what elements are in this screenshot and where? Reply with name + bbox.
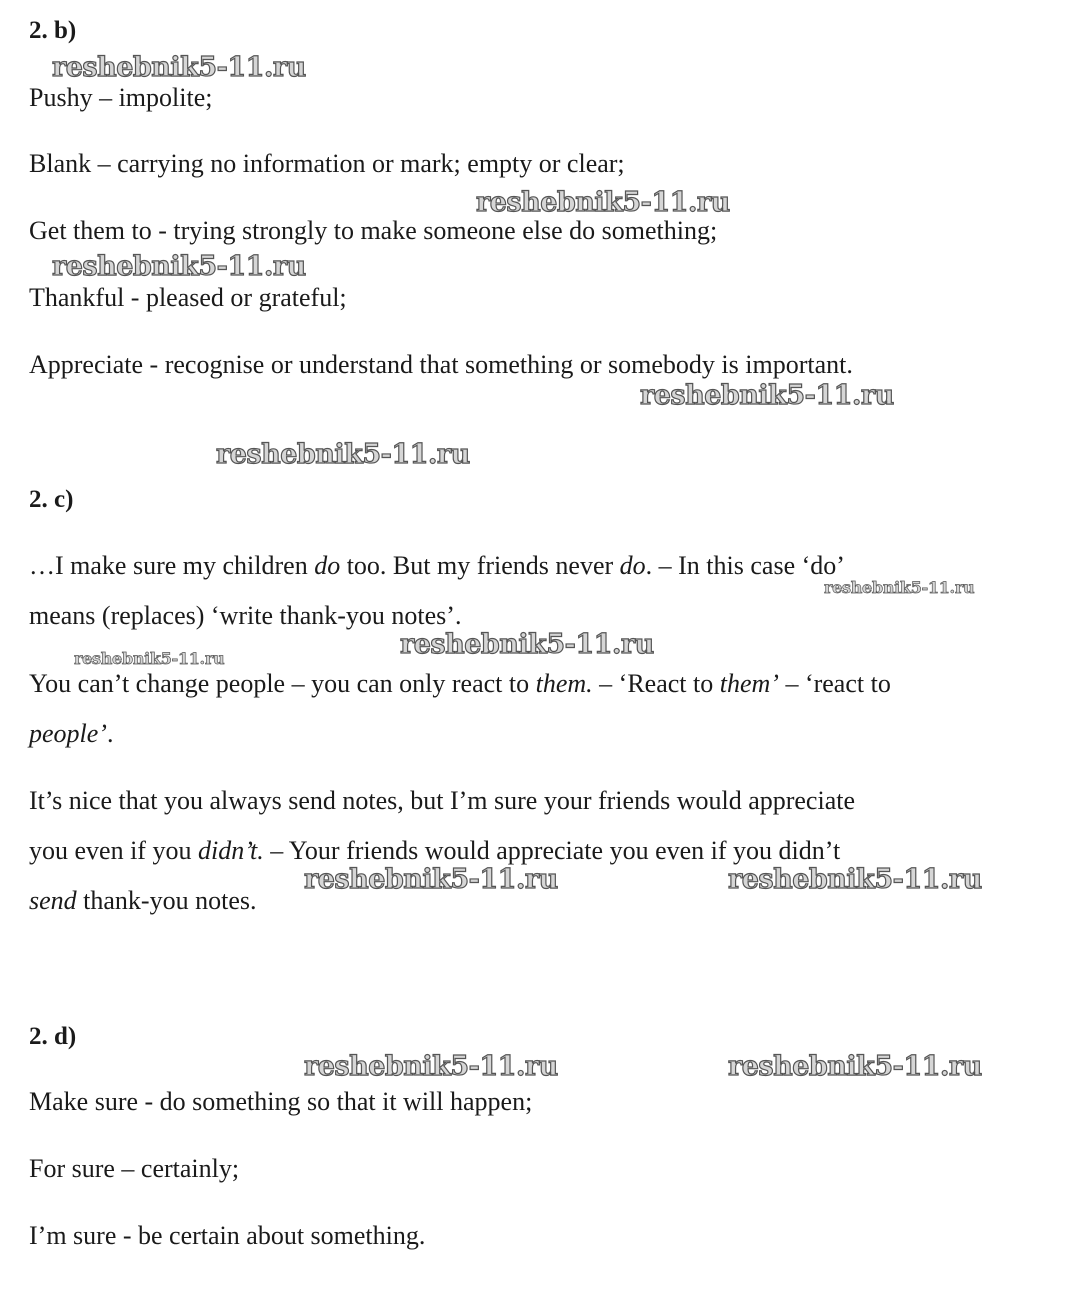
definition-appreciate: Appreciate - recognise or understand that something or somebody is important.: [29, 350, 853, 379]
definition-make-sure: Make sure - do something so that it will happen;: [29, 1087, 533, 1116]
watermark: reshebnik5-11.ru: [640, 380, 894, 411]
definition-blank: Blank – carrying no information or mark; empty or clear;: [29, 149, 625, 178]
definition-im-sure: I’m sure - be certain about something.: [29, 1221, 426, 1250]
watermark: reshebnik5-11.ru: [824, 578, 975, 597]
watermark: reshebnik5-11.ru: [216, 439, 470, 470]
definition-get-them-to: Get them to - trying strongly to make someone else do something;: [29, 216, 718, 245]
explanation-them: You can’t change people – you can only react to them. – ‘React to them’ – ‘react to: [29, 669, 891, 698]
watermark: reshebnik5-11.ru: [52, 251, 306, 282]
explanation-didnt: It’s nice that you always send notes, but I’m sure your friends would appreciate: [29, 786, 855, 815]
section-c-heading: 2. c): [29, 486, 74, 513]
watermark: reshebnik5-11.ru: [304, 1051, 558, 1082]
definition-for-sure: For sure – certainly;: [29, 1154, 240, 1183]
watermark: reshebnik5-11.ru: [400, 629, 654, 660]
explanation-them-cont: people’.: [29, 719, 114, 748]
definition-pushy: Pushy – impolite;: [29, 83, 213, 112]
watermark: reshebnik5-11.ru: [304, 864, 558, 895]
watermark: reshebnik5-11.ru: [728, 1051, 982, 1082]
definition-thankful: Thankful - pleased or grateful;: [29, 283, 347, 312]
watermark: reshebnik5-11.ru: [476, 187, 730, 218]
section-b-heading: 2. b): [29, 17, 77, 44]
watermark: reshebnik5-11.ru: [74, 649, 225, 668]
watermark: reshebnik5-11.ru: [52, 52, 306, 83]
explanation-do: …I make sure my children do too. But my friends never do. – In this case ‘do’: [29, 551, 845, 580]
watermark: reshebnik5-11.ru: [728, 864, 982, 895]
section-d-heading: 2. d): [29, 1023, 77, 1050]
explanation-do-meaning: means (replaces) ‘write thank-you notes’.: [29, 601, 462, 630]
explanation-send: send thank-you notes.: [29, 886, 257, 915]
explanation-didnt-cont: you even if you didn’t. – Your friends would appreciate you even if you didn’t: [29, 836, 841, 865]
